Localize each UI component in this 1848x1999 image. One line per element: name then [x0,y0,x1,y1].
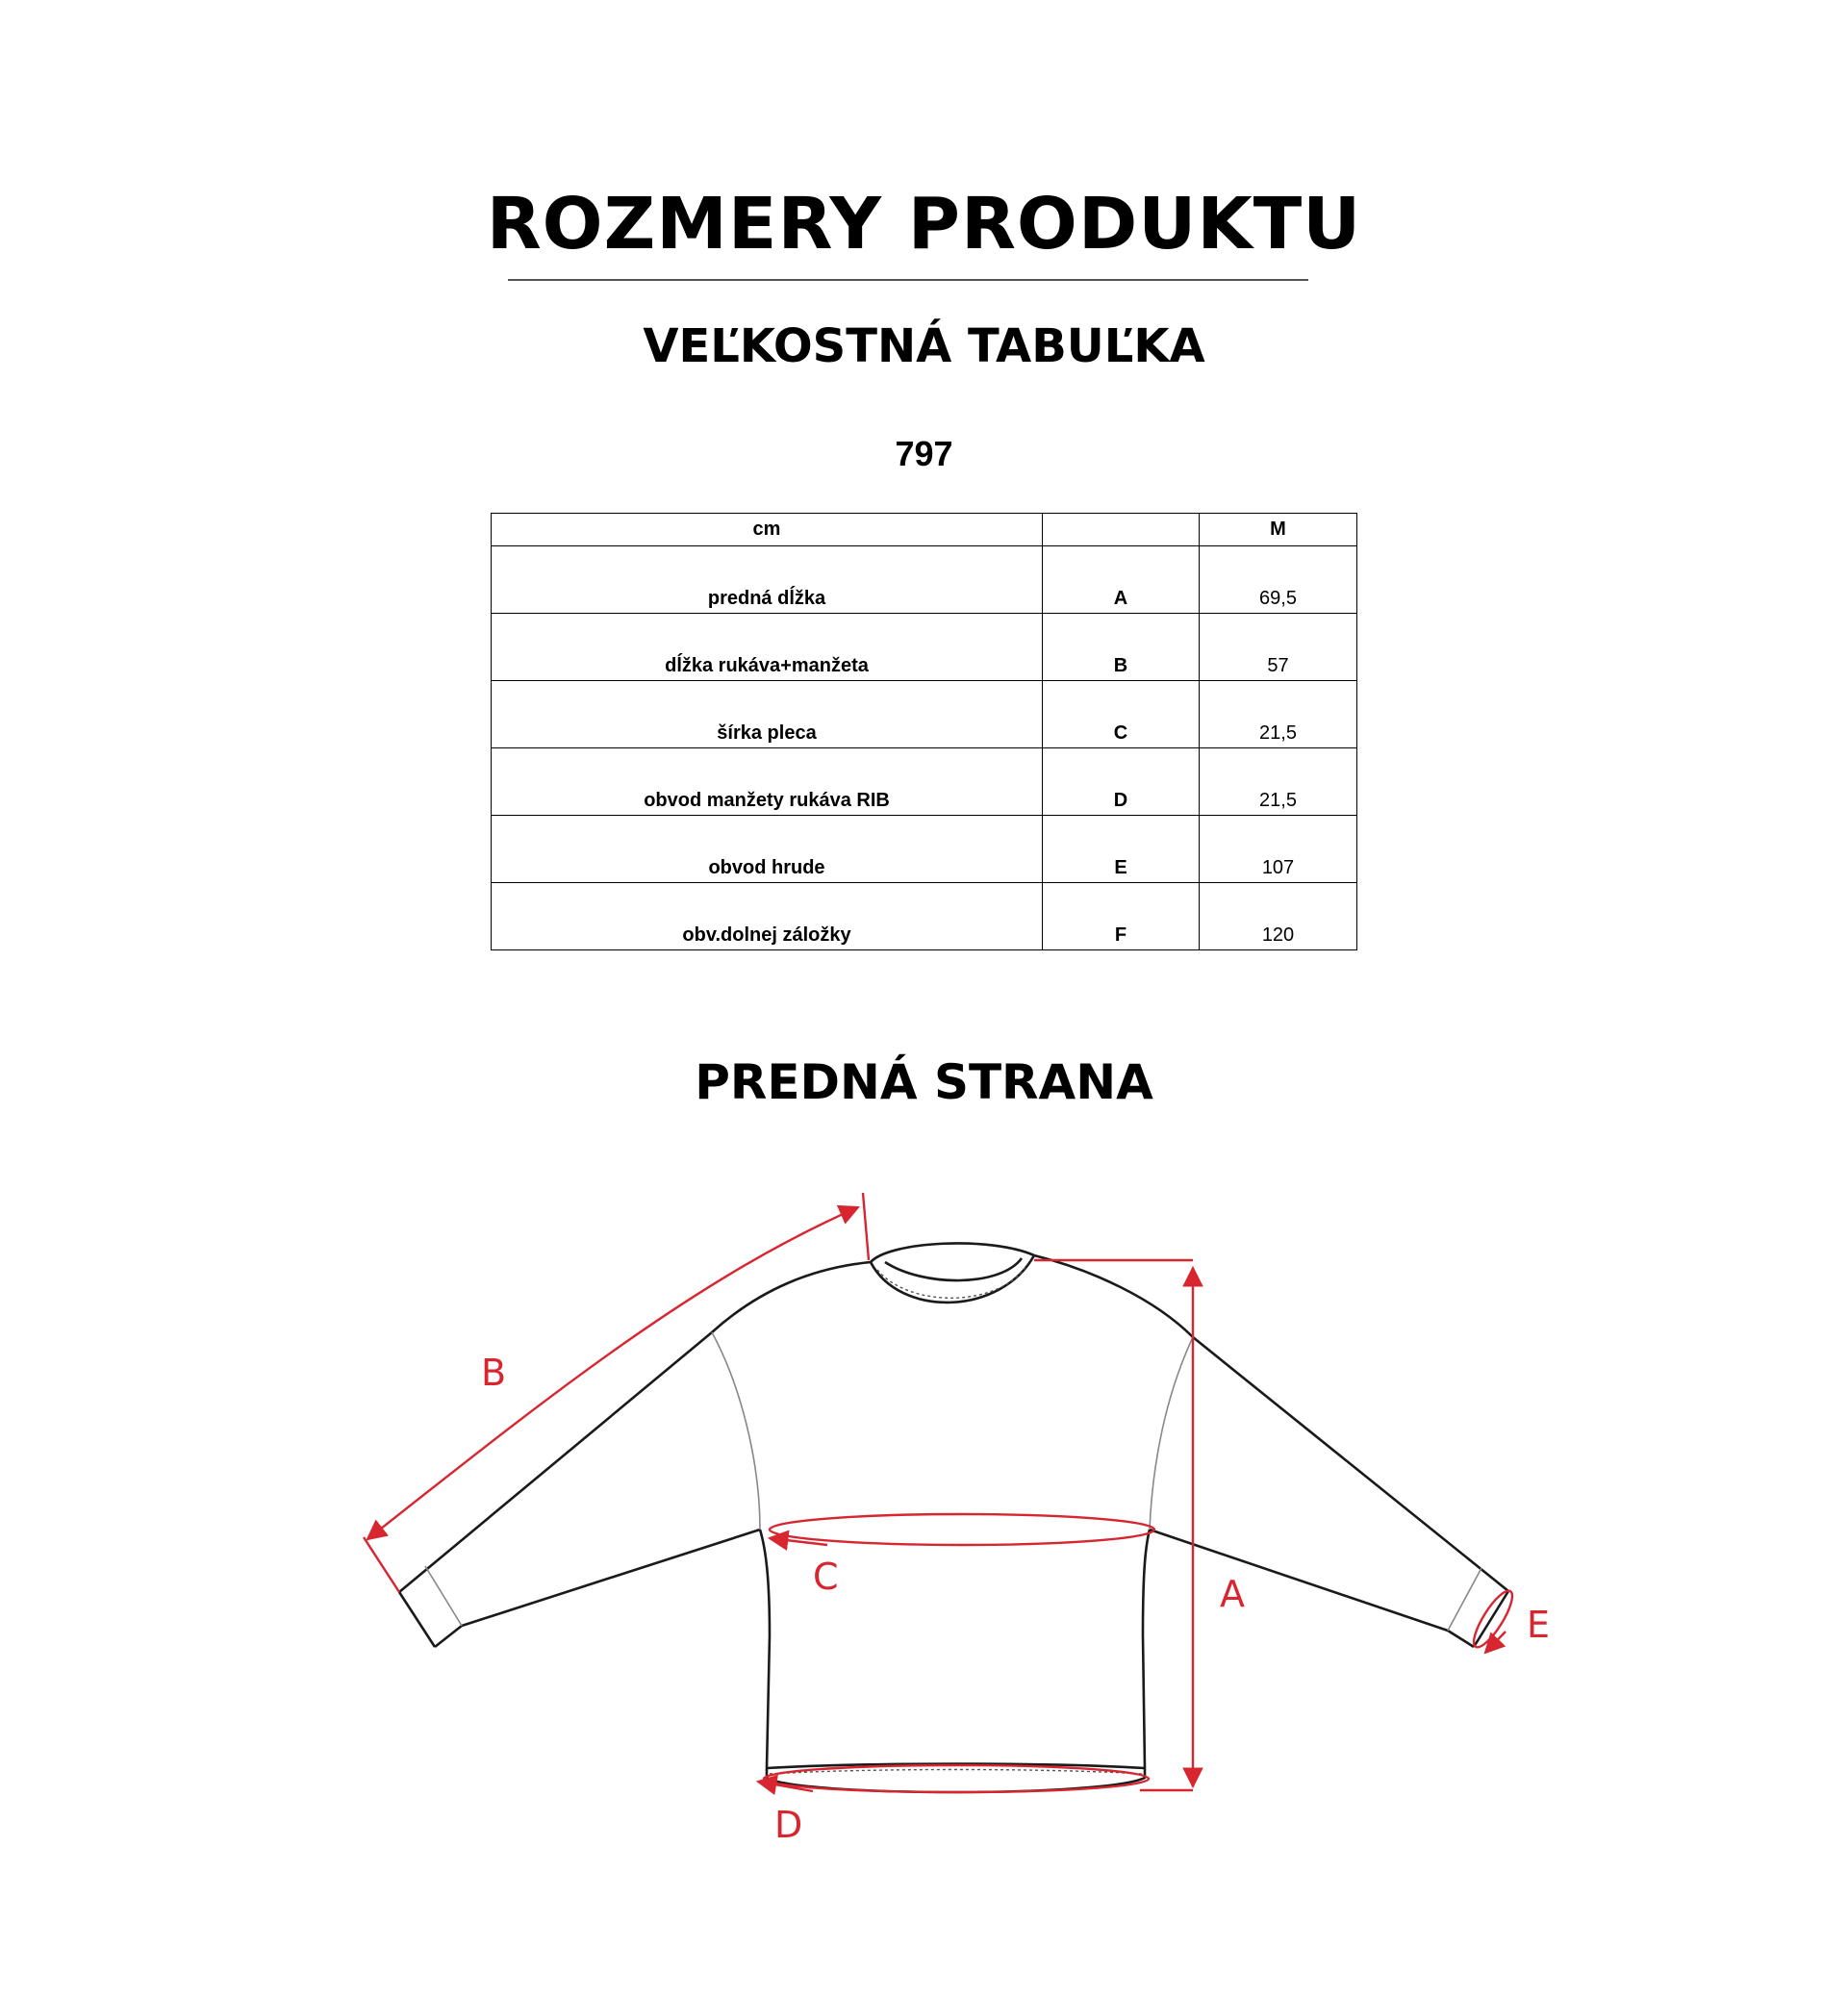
body-right-side [1143,1530,1150,1768]
size-chart-title: VEĽKOSTNÁ TABUĽKA [643,319,1205,373]
measurement-value: 107 [1200,816,1357,883]
measurement-value: 69,5 [1200,546,1357,614]
measurement-value: 21,5 [1200,748,1357,816]
label-a: A [1220,1573,1245,1615]
label-c: C [813,1556,839,1598]
left-raglan-seam [712,1332,760,1530]
measurement-label: obvod manžety rukáva RIB [492,748,1043,816]
header-size: M [1200,514,1357,546]
measure-b-line [367,1207,858,1539]
measurement-label: obv.dolnej záložky [492,883,1043,950]
right-sleeve-bottom [1150,1530,1474,1647]
body-left-side [760,1530,770,1768]
hem-stitch [770,1770,1142,1775]
collar-band [871,1255,1034,1303]
measure-c-ellipse [770,1514,1154,1545]
measure-b-top-tick [863,1193,869,1260]
collar-inner [885,1258,1022,1280]
measure-e-ellipse [1468,1586,1519,1652]
left-cuff [399,1592,435,1647]
label-d: D [774,1804,803,1846]
measurement-code: E [1043,816,1200,883]
measurement-label: dĺžka rukáva+manžeta [492,614,1043,681]
measurement-label: obvod hrude [492,816,1043,883]
measurement-value: 57 [1200,614,1357,681]
measurement-code: C [1043,681,1200,748]
measure-b-bottom-tick [364,1537,399,1592]
collar [871,1243,1034,1262]
right-cuff-seam [1448,1568,1481,1631]
measurement-code: D [1043,748,1200,816]
measurement-value: 21,5 [1200,681,1357,748]
label-e: E [1527,1604,1551,1646]
page-title: ROZMERY PRODUKTU [486,183,1362,266]
left-cuff-seam [425,1566,462,1626]
header-unit: cm [492,514,1043,546]
measurement-code: B [1043,614,1200,681]
measurement-label: predná dĺžka [492,546,1043,614]
front-side-title: PREDNÁ STRANA [695,1054,1153,1110]
left-sleeve-bottom [435,1530,760,1647]
right-raglan-seam [1150,1337,1193,1530]
measurement-code: A [1043,546,1200,614]
measurements [364,1193,1518,1792]
measurement-code: F [1043,883,1200,950]
sweater-outline [399,1243,1508,1792]
product-code: 797 [895,434,953,473]
label-b: B [481,1352,507,1394]
measurement-label: šírka pleca [492,681,1043,748]
measurement-value: 120 [1200,883,1357,950]
